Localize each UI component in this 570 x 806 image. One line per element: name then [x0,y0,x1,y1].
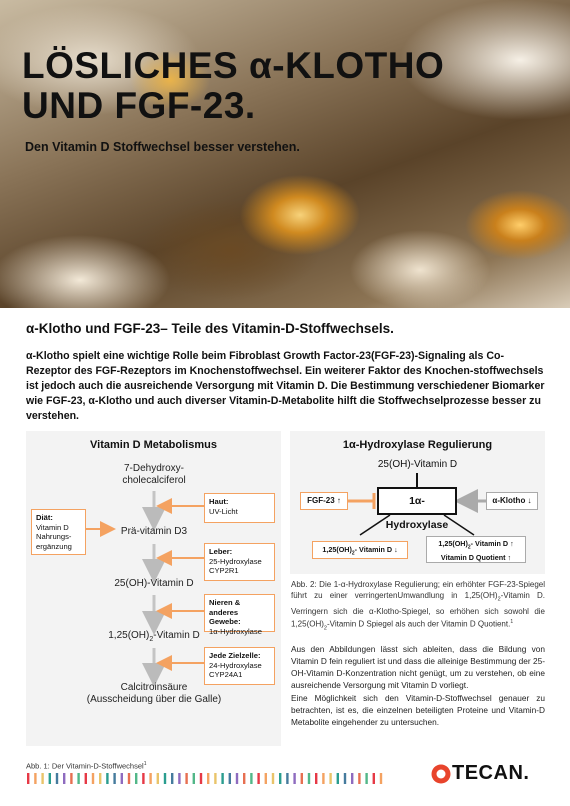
footer-bar [272,773,274,784]
footer-bar [365,773,367,784]
factor-box-kidney [204,594,275,636]
subscript: 2 [467,544,471,551]
connector-bottom-right [444,515,474,535]
hero-title-line1: LÖSLICHES α-KLOTHO [22,45,445,86]
subscript: 2 [497,596,501,603]
figure-2-caption [291,579,545,635]
factor-line: 24-Hydroxylase [209,660,262,670]
footer-bar [236,773,238,784]
subscript: 2 [323,625,327,632]
footer-bar [85,773,87,784]
factor-line: UV-Licht [209,506,238,516]
result-text: 1,25(OH) [322,545,352,554]
body-paragraph-2: Eine Möglichkeit sich den Vitamin-D-Stoffwechsel genauer zu betrachten, ist es, die einzelnen beteiligten Proteine und Vitamin-D Metabolite eingehender zu untersuchen. [291,693,545,727]
result-text: Vitamin D Quotient ↑ [440,552,512,562]
footer-bar [70,773,72,784]
factor-title: Haut: [209,497,229,506]
regulation-title: 1α-Hydroxylase Regulierung [342,439,493,451]
footer-bar [200,773,202,784]
result-text: - Vitamin D ↑ [470,539,514,548]
footnote-ref: 1 [143,761,147,767]
footer-bar [164,773,166,784]
footer-bar [185,773,187,784]
footer-bar [257,773,259,784]
factor-line: 25-Hydroxylase [209,556,262,566]
footer-bar [121,773,123,784]
diet-line: Vitamin D [36,522,69,532]
footer-bar [27,773,29,784]
footer-bar [337,773,339,784]
result-box-decrease [312,541,408,559]
footer-bar [221,773,223,784]
footer-bar [56,773,58,784]
footer-bar [193,773,195,784]
factor-title: Leber: [209,547,233,556]
diet-line: Nahrungs- [36,532,72,541]
footer-bar [34,773,36,784]
body-paragraph-1: Aus den Abbildungen lässt sich ableiten, dass die Bildung von Vitamin D fein reguliert ist und dass die alleinige Bestimmung der 25-OH-Vitamin D-Konzentration nicht genügt, um zu verstehen, ob eine ausreichende Versorgung mit Vitamin D vorliegt. [291,644,545,690]
factor-box-target-cell [204,647,275,685]
footer-bar [149,773,151,784]
hero-image [0,0,570,308]
fgf23-box: FGF-23 ↑ [300,492,348,510]
caption-text: -Vitamin D. Verringern sich die α-Klotho-Spiegel, so erhöhen sich sowohl die 1,25(OH) [291,591,545,630]
footer-bar [142,773,144,784]
metabolism-title: Vitamin D Metabolismus [90,439,217,451]
subscript: 2 [351,550,355,557]
footer-bar [77,773,79,784]
klotho-box: α-Klotho ↓ [486,492,538,510]
tecan-logo-mark [430,761,452,787]
step-label: (Ausscheidung über die Galle) [86,694,222,705]
hero-subtitle: Den Vitamin D Stoffwechsel besser verstehen. [25,140,300,154]
factor-line: CYP2R1 [209,566,239,575]
factor-title: Gewebe: [209,617,241,626]
result-text: 1,25(OH) [438,539,468,548]
section-title: α-Klotho und FGF-23– Teile des Vitamin-D-Stoffwechsels. [26,321,394,336]
footer-bar [243,773,245,784]
step-calcitroic-acid [64,682,244,706]
result-text: - Vitamin D ↓ [354,545,398,554]
result-box-increase [426,536,526,563]
hero-title-line2: UND FGF-23. [22,85,256,126]
footer-bar [250,773,252,784]
diet-title: Diät: [36,513,53,522]
intro-paragraph: α-Klotho spielt eine wichtige Rolle beim Fibroblast Growth Factor-23(FGF-23)-Signaling als Co-Rezeptor des FGF-Rezeptors im Knochenstoffwechsel. Ein weiterer Faktor des Knochen-stoffwechsels ist jedoch auch die ausreichende Versorgung mit Vitamin D. Die Bestimmung verschiedener Biomarker wie FGF-23, α-Klotho und auch diverser Vitamin-D-Metabolite hilft die Stoffwechselprozesse besser zu verstehen. [26,350,545,422]
footer-bar [171,773,173,784]
footer-bar [279,773,281,784]
body-text [291,643,545,728]
regulation-substrate: 25(OH)-Vitamin D [377,459,458,470]
step-label: 1,25(OH) [108,630,150,641]
factor-title: Jede Zielzelle: [209,651,261,660]
footer-bar [157,773,159,784]
footnote-ref: 1 [510,619,514,626]
footer-bar [106,773,108,784]
footer-bar [380,773,382,784]
factor-title: Nieren & anderes [209,598,241,617]
step-dehydroxycholecalciferol [84,463,224,487]
hydroxylase-box: 1α-Hydroxylase [377,487,457,515]
footer-bar [113,773,115,784]
footer-bar [351,773,353,784]
footer-bar [344,773,346,784]
figure-1-caption [26,761,146,771]
footer-bar [49,773,51,784]
footer-bar [135,773,137,784]
hero-title [22,46,444,126]
step-previtamin-d3: Prä-vitamin D3 [120,526,188,537]
footer-bar [63,773,65,784]
diet-box [31,509,86,555]
footer-bar [128,773,130,784]
footer-bar [301,773,303,784]
step-label: Calcitroinsäure [120,682,188,693]
footer-bar [315,773,317,784]
footer-bar [41,773,43,784]
footer-bar [308,773,310,784]
footer-color-bars [27,773,387,785]
footer-bar [92,773,94,784]
footer-bar [265,773,267,784]
caption-text: Abb. 2: Die 1-α-Hydroxylase Regulierung; ein erhöhter FGF-23-Spiegel führt zu einer verringertenUmwandlung in 1,25(OH) [291,580,545,601]
tecan-logo [430,761,550,787]
footer-bar [214,773,216,784]
footer-bar [286,773,288,784]
subscript: 2 [149,636,154,643]
footer-bar [358,773,360,784]
vitamin-d-metabolism-diagram [26,431,281,746]
factor-box-liver [204,543,275,581]
factor-box-skin [204,493,275,523]
tecan-logo-text: TECAN. [452,762,530,784]
footer-bar [99,773,101,784]
footer-bar [329,773,331,784]
hydroxylase-regulation-diagram [290,431,545,574]
step-label: cholecalciferol [122,475,186,486]
footer-bar [322,773,324,784]
footer-bar [373,773,375,784]
caption-text: -Vitamin D Spiegel als auch der Vitamin D Quotient. [326,620,511,630]
diet-line: ergänzung [36,541,72,551]
footer-bar [229,773,231,784]
step-25oh-vitamin-d: 25(OH)-Vitamin D [114,578,194,589]
caption-text: Abb. 1: Der Vitamin-D-Stoffwechsel [26,761,144,771]
footer-bar [293,773,295,784]
step-label: -Vitamin D [153,630,200,641]
footer-bar [207,773,209,784]
footer-bar [178,773,180,784]
step-label: 7-Dehydroxy- [123,463,185,474]
factor-line: CYP24A1 [209,670,243,679]
factor-line: 1α-Hydroxylase [209,626,262,636]
